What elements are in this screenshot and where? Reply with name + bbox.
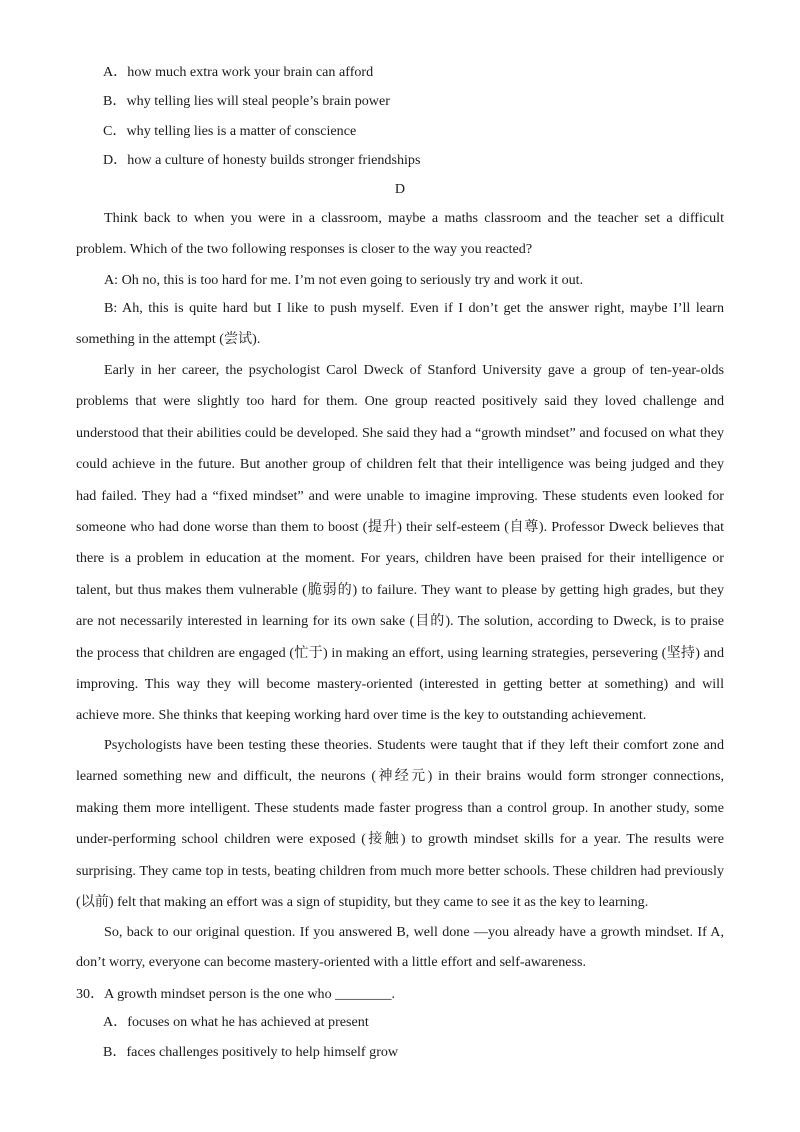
paragraph-response-b: B: Ah, this is quite hard but I like to push myself. Even if I don’t get the answer right, maybe I’ll learn something in the attempt (尝试). [76, 300, 724, 348]
q29-option-c: C．why telling lies is a matter of conscience [103, 123, 357, 139]
paragraph-dweck: Early in her career, the psychologist Carol Dweck of Stanford University gave a group of ten-year-olds problems that were slightly too hard for them. One group reacted positively said they loved challenge and understood that their abilities could be developed. She said they had a “growth mindset” and focused on what they could achieve in the future. But another group of children felt that their intelligence was being judged and they had failed. They had a “fixed mindset” and were unable to imagine improving. These students even looked for someone who had done worse than them to boost (提升) their self-esteem (自尊). Professor Dweck believes that there is a problem in education at the moment. For years, children have been praised for their intelligence or talent, but thus makes them vulnerable (脆弱的) to failure. They want to please by getting high grades, but they are not necessarily interested in learning for its own sake (目的). The solution, according to Dweck, is to praise the process that children are engaged (忙于) in making an effort, using learning strategies, persevering (坚持) and improving. This way they will become mastery-oriented (interested in getting better at something) and will achieve more. She thinks that keeping working hard over time is the key to outstanding achievement. [76, 362, 724, 724]
paragraph-intro: Think back to when you were in a classroom, maybe a maths classroom and the teacher set a difficult problem. Which of the two following responses is closer to the way you reacted? [76, 210, 724, 258]
q29-option-d: D．how a culture of honesty builds stronger friendships [103, 152, 421, 168]
passage-label: D [394, 181, 406, 197]
paragraph-conclusion: So, back to our original question. If you answered B, well done —you already have a growth mindset. If A, don’t worry, everyone can become mastery-oriented with a little effort and self-awareness. [76, 924, 724, 970]
q29-option-b: B．why telling lies will steal people’s brain power [103, 93, 390, 109]
q30-option-a: A．focuses on what he has achieved at present [103, 1014, 369, 1030]
paragraph-response-a: A: Oh no, this is too hard for me. I’m not even going to seriously try and work it out. [104, 272, 584, 288]
q29-option-a: A．how much extra work your brain can afford [103, 64, 374, 80]
q30-stem: 30．A growth mindset person is the one who ________. [76, 986, 396, 1002]
q30-option-b: B．faces challenges positively to help himself grow [103, 1044, 399, 1060]
paragraph-research: Psychologists have been testing these theories. Students were taught that if they left their comfort zone and learned something new and difficult, the neurons (神经元) in their brains would form stronger connections, making them more intelligent. These students made faster progress than a control group. In another study, some under-performing school children were exposed (接触) to growth mindset skills for a year. The results were surprising. They came top in tests, beating children from much more better schools. These children had previously (以前) felt that making an effort was a sign of stupidity, but they came to see it as the key to learning. [76, 737, 724, 911]
